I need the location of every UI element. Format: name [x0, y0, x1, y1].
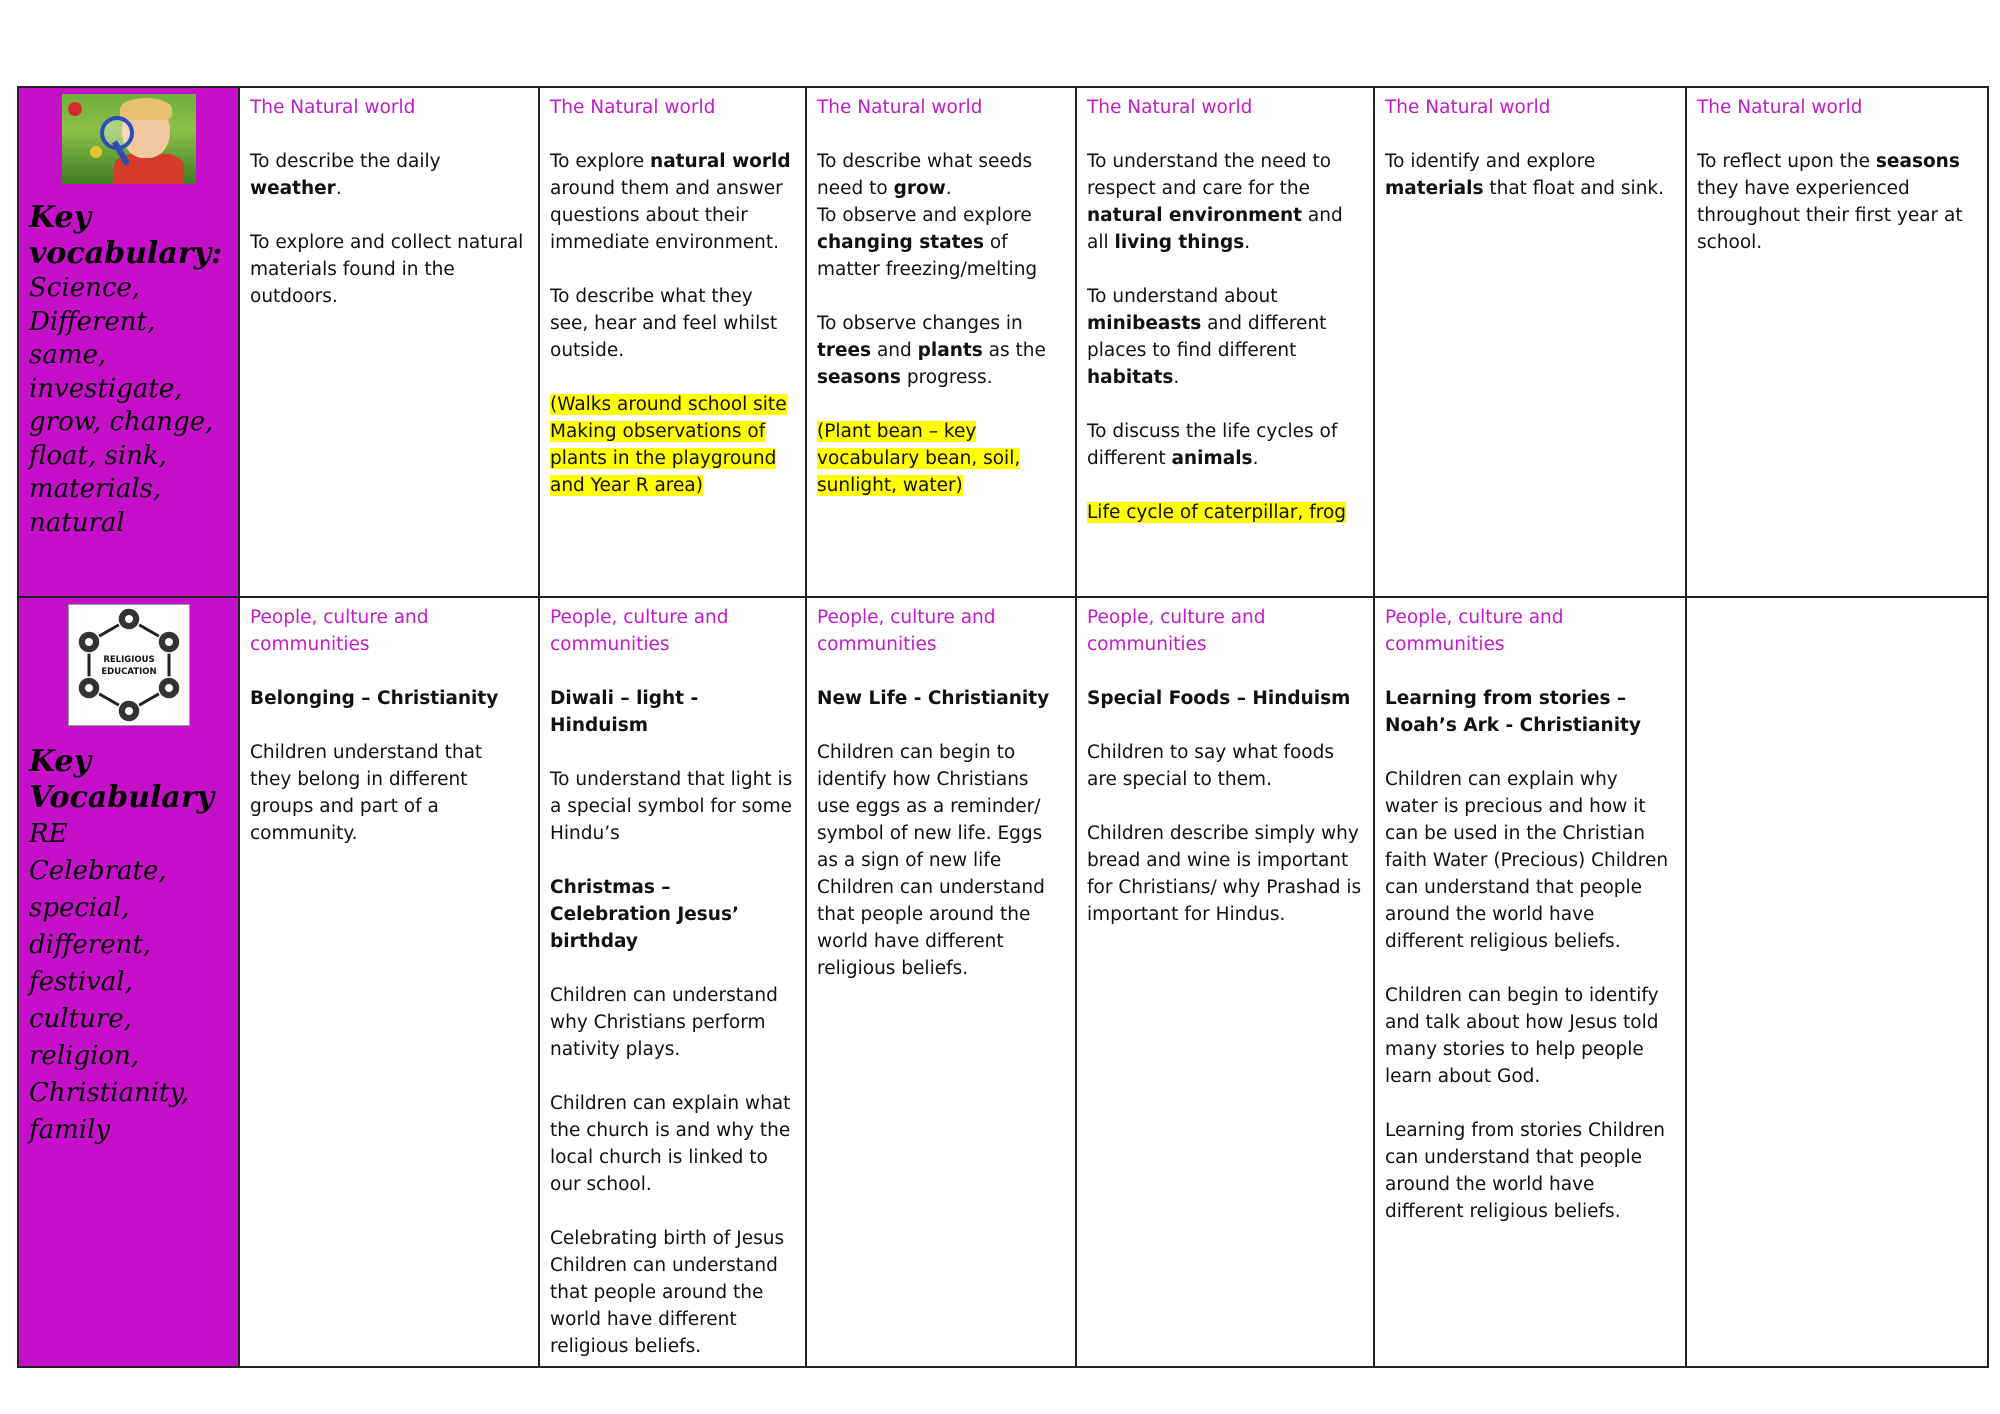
term-cell: [806, 597, 1076, 1367]
text-segment: To describe what they see, hear and feel whilst outside.: [550, 286, 778, 361]
key-term: changing states: [817, 232, 984, 253]
objective-text: [817, 685, 1065, 712]
text-segment: of matter freezing/melting: [817, 232, 1038, 280]
objective-text: [550, 766, 795, 847]
text-segment: .: [1173, 367, 1180, 388]
key-term: Special Foods – Hinduism: [1087, 688, 1351, 709]
term-cell: [1374, 597, 1686, 1367]
key-term: Belonging – Christianity: [250, 688, 499, 709]
text-segment: .: [1244, 232, 1251, 253]
text-segment: Children understand that they belong in different groups and part of a community.: [250, 742, 483, 844]
text-segment: To identify and explore: [1385, 151, 1596, 172]
key-term: seasons: [817, 367, 901, 388]
text-segment: Children can begin to identify how Christians use eggs as a reminder/ symbol of new life. Eggs as a sign of new life Children can understand that people around the world have different religious beliefs.: [817, 742, 1045, 979]
text-segment: as the: [982, 340, 1046, 361]
key-term: animals: [1171, 448, 1253, 469]
objective-text: [817, 310, 1065, 391]
objective-text: [250, 229, 528, 310]
child-magnifying-glass-photo: [62, 94, 196, 184]
text-segment: .: [335, 178, 342, 199]
objective-text: [1087, 499, 1363, 526]
text-segment: To observe changes in: [817, 313, 1023, 334]
key-vocabulary-heading: Key vocabulary:: [29, 200, 223, 271]
text-segment: and: [871, 340, 918, 361]
text-segment: Celebrating birth of Jesus Children can understand that people around the world have different religious beliefs.: [550, 1228, 785, 1357]
curriculum-table: [17, 86, 1989, 1368]
text-segment: .: [1252, 448, 1259, 469]
key-term: materials: [1385, 178, 1484, 199]
text-segment: To understand that light is a special symbol for some Hindu’s: [550, 769, 793, 844]
term-cell: [1686, 597, 1988, 1367]
row-image: [29, 604, 228, 734]
text-segment: To describe what seeds need to: [817, 151, 1033, 199]
topic-heading: People, culture and communities: [1385, 607, 1564, 655]
key-term: trees: [817, 340, 872, 361]
term-cell: [806, 87, 1076, 597]
text-segment: To describe the daily: [250, 151, 441, 172]
svg-text:RELIGIOUS: RELIGIOUS: [102, 655, 155, 665]
objective-text: [1087, 283, 1363, 391]
highlighted-note: (Walks around school site Making observations of plants in the playground and Year R area): [550, 394, 787, 496]
objective-text: [1087, 685, 1363, 712]
text-segment: Children can begin to identify and talk about how Jesus told many stories to help people learn about God.: [1385, 985, 1659, 1087]
objective-text: [550, 148, 795, 256]
key-term: Learning from stories – Noah’s Ark - Christianity: [1385, 688, 1641, 736]
text-segment: and all: [1087, 205, 1343, 253]
key-vocabulary-word: float, sink,: [29, 440, 167, 471]
topic-heading: People, culture and communities: [817, 607, 996, 655]
key-term: grow: [893, 178, 946, 199]
key-vocabulary-word: Science,: [29, 273, 141, 303]
key-term: minibeasts: [1087, 313, 1202, 334]
term-cell: [239, 87, 539, 597]
objective-text: [1087, 418, 1363, 472]
key-vocabulary-word: different,: [29, 930, 152, 960]
key-vocabulary-word: RE: [29, 819, 68, 849]
objective-text: [250, 685, 528, 712]
topic-heading: People, culture and communities: [550, 607, 729, 655]
key-term: Diwali – light - Hinduism: [550, 688, 699, 736]
text-segment: To discuss the life cycles of different: [1087, 421, 1338, 469]
objective-text: [550, 685, 795, 739]
objective-text: [1385, 685, 1675, 739]
key-vocabulary-word: special,: [29, 893, 130, 923]
religious-education-logo-icon: [68, 604, 190, 726]
topic-heading: The Natural world: [1087, 97, 1253, 118]
key-term: weather: [250, 178, 336, 199]
objective-text: [1697, 148, 1977, 256]
key-term: natural world: [650, 151, 791, 172]
key-vocabulary-word: natural: [29, 507, 125, 538]
objective-text: [550, 982, 795, 1063]
key-term: natural environment: [1087, 205, 1303, 226]
key-term: seasons: [1875, 151, 1960, 172]
term-cell: [239, 597, 539, 1367]
key-term: plants: [917, 340, 983, 361]
text-segment: Children describe simply why bread and wine is important for Christians/ why Prashad is important for Hindus.: [1087, 823, 1362, 925]
key-vocabulary-word: Celebrate,: [29, 856, 167, 886]
objective-text: [1087, 148, 1363, 256]
objective-text: [1087, 739, 1363, 793]
text-segment: Children can explain why water is precious and how it can be used in the Christian faith Water (Precious) Children can understand that people around the world have different religious beliefs.: [1385, 769, 1669, 952]
topic-heading: People, culture and communities: [1087, 607, 1266, 655]
text-segment: To understand the need to respect and care for the: [1087, 151, 1332, 199]
key-vocabulary-word: family: [29, 1115, 111, 1145]
topic-heading: The Natural world: [1385, 97, 1551, 118]
term-cell: [1076, 597, 1374, 1367]
text-segment: Children to say what foods are special to them.: [1087, 742, 1334, 790]
text-segment: To reflect upon the: [1697, 151, 1876, 172]
text-segment: .: [945, 178, 952, 199]
key-vocabulary-word: materials,: [29, 474, 162, 504]
key-vocabulary-word: culture,: [29, 1004, 132, 1034]
text-segment: progress.: [900, 367, 993, 388]
term-cell: [1686, 87, 1988, 597]
key-vocabulary-word: Christianity,: [29, 1078, 189, 1108]
term-cell: [539, 87, 806, 597]
objective-text: [1385, 982, 1675, 1090]
highlighted-note: Life cycle of caterpillar, frog: [1087, 502, 1347, 523]
text-segment: and different places to find different: [1087, 313, 1327, 361]
key-vocabulary-word: religion,: [29, 1041, 140, 1071]
key-term: Christmas – Celebration Jesus’ birthday: [550, 877, 740, 952]
key-vocabulary-word: grow, change,: [29, 407, 214, 437]
objective-text: [250, 739, 528, 847]
text-segment: around them and answer questions about their immediate environment.: [550, 178, 783, 253]
text-segment: To explore and collect natural materials found in the outdoors.: [250, 232, 524, 307]
topic-heading: The Natural world: [250, 97, 416, 118]
text-segment: Children can explain what the church is and why the local church is linked to our school.: [550, 1093, 791, 1195]
text-segment: they have experienced throughout their first year at school.: [1697, 178, 1963, 253]
objective-text: [550, 874, 795, 955]
text-segment: Learning from stories Children can understand that people around the world have different religious beliefs.: [1385, 1120, 1665, 1222]
key-term: living things: [1114, 232, 1245, 253]
text-segment: To explore: [550, 151, 651, 172]
text-segment: To understand about: [1087, 286, 1278, 307]
key-vocabulary-cell: [18, 597, 239, 1367]
objective-text: [250, 148, 528, 202]
key-vocabulary-word: festival,: [29, 967, 133, 997]
objective-text: [1087, 820, 1363, 928]
objective-text: [817, 148, 1065, 283]
objective-text: [550, 283, 795, 364]
text-segment: that float and sink.: [1483, 178, 1665, 199]
key-vocabulary-word: same,: [29, 340, 107, 370]
row-image: [29, 94, 228, 198]
svg-text:EDUCATION: EDUCATION: [100, 667, 157, 677]
objective-text: [550, 1090, 795, 1198]
key-vocabulary-word: Different,: [29, 306, 156, 337]
objective-text: [1385, 1117, 1675, 1225]
topic-heading: The Natural world: [1697, 97, 1863, 118]
objective-text: [550, 391, 795, 499]
key-term: habitats: [1087, 367, 1174, 388]
topic-heading: The Natural world: [817, 97, 983, 118]
key-term: New Life - Christianity: [817, 688, 1050, 709]
objective-text: [1385, 766, 1675, 955]
objective-text: [550, 1225, 795, 1360]
term-cell: [1374, 87, 1686, 597]
table-row: [18, 87, 1988, 597]
text-segment: To observe and explore: [817, 205, 1032, 226]
objective-text: [817, 739, 1065, 982]
text-segment: Children can understand why Christians perform nativity plays.: [550, 985, 778, 1060]
highlighted-note: (Plant bean – key vocabulary bean, soil, sunlight, water): [817, 421, 1021, 496]
table-row: [18, 597, 1988, 1367]
objective-text: [1385, 148, 1675, 202]
term-cell: [1076, 87, 1374, 597]
term-cell: [539, 597, 806, 1367]
key-vocabulary-cell: [18, 87, 239, 597]
key-vocabulary-heading: Key Vocabulary: [29, 744, 215, 815]
key-vocabulary-word: investigate,: [29, 373, 183, 404]
topic-heading: People, culture and communities: [250, 607, 429, 655]
topic-heading: The Natural world: [550, 97, 716, 118]
objective-text: [817, 418, 1065, 499]
